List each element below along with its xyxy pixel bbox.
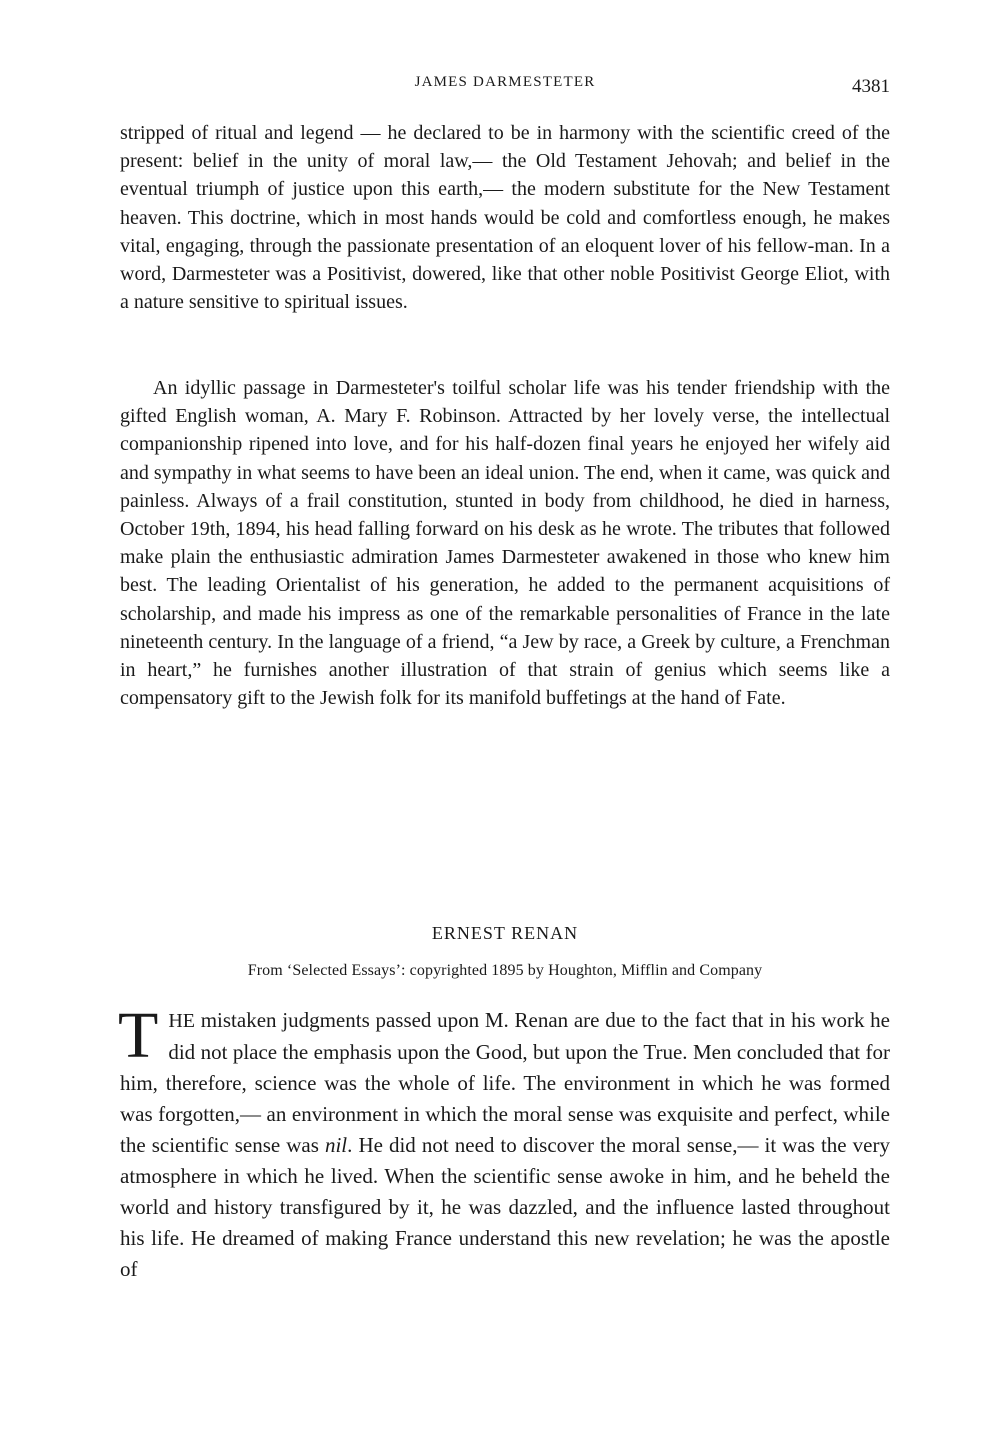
running-head <box>120 72 890 96</box>
renan-paragraph-1 <box>118 999 890 1285</box>
darmesteter-paragraph-1: stripped of ritual and legend — he declared to be in harmony with the scientific creed of the present: belief in the unity of moral law,— the Old Testament Jehovah; and belief in the eventual triumph of justice upon this earth,— the modern substitute for the New Testament heaven. This doctrine, which in most hands would be cold and comfortless enough, he makes vital, engaging, through the passionate presentation of an eloquent lover of his fellow-man. In a word, Darmesteter was a Positivist, dowered, like that other noble Positivist George Eliot, with a nature sensitive to spiritual issues. <box>120 122 890 314</box>
renan-text-part-1: mistaken judgments passed upon M. Renan are due to the fact that in his work he did not place the emphasis upon the Good, but upon the True. Men concluded that for him, therefore, science was the whole of life. The environment in which he was formed was forgotten,— an environment in which the moral sense was exquisite and perfect, while the scientific sense was <box>120 1008 890 1157</box>
renan-text-part-2: . He did not need to discover the moral sense,— it was the very atmosphere in which he lived. When the scientific sense awoke in him, and he beheld the world and history transfigured by it, he was dazzled, and the influence lasted throughout his life. He dreamed of making France understand this new revelation; he was the apostle of <box>120 1133 890 1281</box>
page-number: 4381 <box>852 76 890 97</box>
italic-word: nil <box>324 1133 348 1157</box>
darmesteter-paragraph-2: An idyllic passage in Darmesteter's toilful scholar life was his tender friendship with the gifted English woman, A. Mary F. Robinson. Attracted by her lovely verse, the intellectual companionship ripened into love, and for his half-dozen final years he enjoyed her wifely aid and sympathy in what seems to have been an ideal union. The end, when it came, was quick and painless. Always of a frail constitution, stunted in body from childhood, he died in harness, October 19th, 1894, his head falling forward on his desk as he wrote. The tributes that followed make plain the enthusiastic admiration James Darmesteter awakened in those who knew him best. The leading Orientalist of his generation, he added to the permanent acquisitions of scholarship, and made his impress as one of the remarkable personalities of France in the late nineteenth century. In the language of a friend, “a Jew by race, a Greek by culture, a Frenchman in heart,” he furnishes another illustration of that strain of genius which seems like a compensatory gift to the Jewish folk for its manifold buffetings at the hand of Fate. <box>120 377 890 710</box>
running-title: JAMES DARMESTETER <box>414 74 596 90</box>
drop-cap: T <box>118 999 159 1072</box>
section-title: ERNEST RENAN <box>431 923 579 943</box>
small-caps-lead: HE <box>168 1010 195 1032</box>
source-citation: From ‘Selected Essays’: copyrighted 1895 by Houghton, Mifflin and Company <box>247 962 763 979</box>
